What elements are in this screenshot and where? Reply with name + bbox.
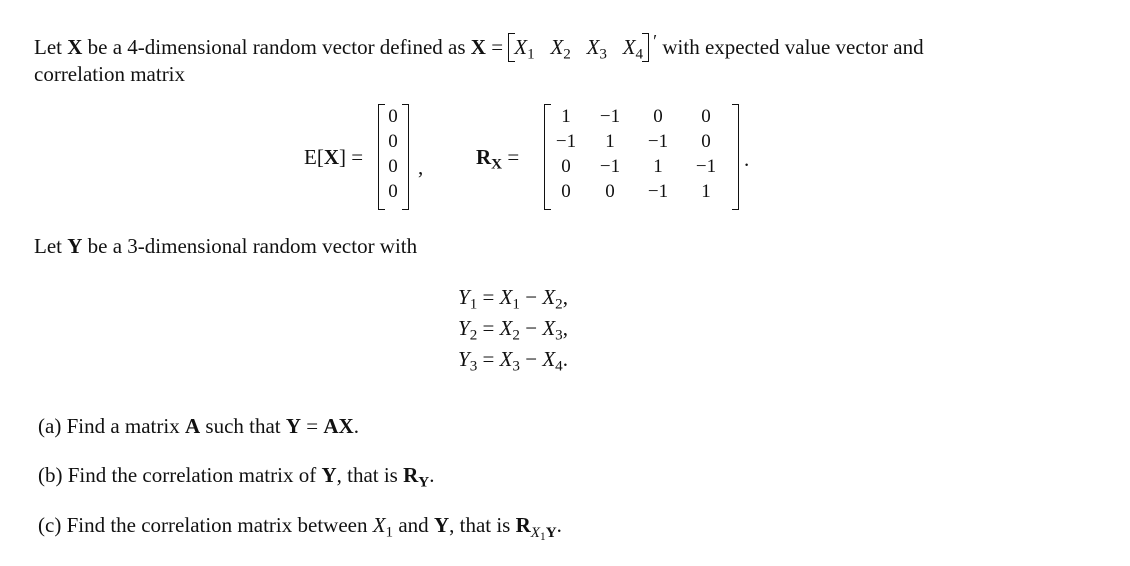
right-bracket — [732, 104, 739, 210]
question-b — [38, 462, 435, 491]
punct: . — [556, 513, 562, 537]
var: Y — [458, 347, 470, 371]
equation-y3 — [458, 346, 568, 375]
var: X — [499, 347, 513, 371]
text: and — [393, 513, 434, 537]
vector-X-symbol: X — [470, 35, 486, 59]
expected-value-label — [304, 144, 363, 170]
bracket: [ — [316, 145, 324, 169]
R-symbol: R — [476, 145, 492, 169]
punct: . — [562, 347, 568, 371]
var: X — [499, 316, 513, 340]
vector-X-symbol: X — [323, 145, 339, 169]
equals-sign: = — [477, 285, 500, 309]
punct: , — [562, 285, 568, 309]
vector-entry: X — [514, 35, 528, 59]
matrix-entry: −1 — [695, 156, 717, 177]
var: X — [542, 347, 556, 371]
vector-Y-symbol: Y — [67, 234, 83, 258]
text: Let — [34, 234, 68, 258]
R-subscript: X — [491, 156, 503, 173]
sub: 1 — [385, 524, 394, 541]
matrix-entry: 1 — [605, 131, 615, 152]
var: X — [530, 524, 541, 541]
right-bracket — [402, 104, 409, 210]
intro-line-2: correlation matrix — [34, 62, 186, 86]
matrix-entry: 0 — [701, 106, 711, 127]
var: X — [499, 285, 513, 309]
right-bracket — [642, 33, 649, 62]
equals-sign: = — [485, 35, 509, 59]
matrix-entry: 0 — [561, 181, 571, 202]
row-vector — [508, 31, 658, 63]
minus: − — [519, 347, 543, 371]
vector-X-symbol: X — [67, 35, 83, 59]
matrix-entry: 1 — [653, 156, 663, 177]
equals-sign: = — [507, 145, 520, 169]
sub: 3 — [555, 327, 563, 344]
punct: . — [353, 414, 359, 438]
expected-value-vector — [378, 104, 408, 212]
intro-line-1 — [34, 31, 924, 63]
text: be a 3-dimensional random vector with — [82, 234, 418, 258]
text: , that is — [449, 513, 516, 537]
intro-text: with expected value vector and — [657, 35, 924, 59]
vector-entry: X — [622, 35, 636, 59]
vector-entry-subscript: 4 — [635, 46, 644, 63]
intro-text: be a 4-dimensional random vector defined as — [82, 35, 471, 59]
question-label: (b) — [38, 463, 63, 487]
var: X — [542, 285, 556, 309]
vector-entry: X — [550, 35, 564, 59]
comma: , — [418, 155, 424, 179]
question-a — [38, 413, 359, 439]
matrix-entry: −1 — [599, 106, 621, 127]
matrix-entry: −1 — [599, 156, 621, 177]
minus: − — [519, 316, 543, 340]
vector-entry-subscript: 1 — [527, 46, 535, 63]
sub: 1 — [469, 296, 478, 313]
vector-entry: 0 — [388, 131, 398, 152]
text: Find a matrix — [61, 414, 185, 438]
matrix-entry: 0 — [605, 181, 615, 202]
vector-entry: 0 — [388, 156, 398, 177]
R-symbol: R — [515, 513, 531, 537]
R-symbol: R — [403, 463, 419, 487]
var: X — [372, 513, 386, 537]
sub: 3 — [512, 358, 520, 375]
question-c — [38, 512, 562, 543]
sub: 2 — [555, 296, 563, 313]
matrix-A-symbol: A — [184, 414, 201, 438]
bracket: ] — [339, 145, 346, 169]
matrix-entry: 0 — [701, 131, 711, 152]
period: . — [744, 147, 750, 171]
vector-Y-symbol: Y — [285, 414, 302, 438]
R-subscript: Y — [418, 474, 430, 491]
correlation-matrix-label — [476, 144, 520, 173]
vector-entry: X — [586, 35, 600, 59]
punct: . — [429, 463, 435, 487]
equation-y1 — [458, 284, 568, 313]
y-definition — [34, 233, 417, 259]
vector-entry-subscript: 2 — [563, 46, 571, 63]
vector-entry: 0 — [388, 106, 398, 127]
text: , that is — [336, 463, 404, 487]
matrix-entry: −1 — [647, 131, 669, 152]
matrix-entry: 1 — [701, 181, 711, 202]
vector-Y-symbol: Y — [321, 463, 337, 487]
intro-text: Let — [34, 35, 68, 59]
E-operator: E — [304, 145, 317, 169]
equals-sign: = — [301, 414, 324, 438]
equals-sign: = — [351, 145, 364, 169]
vector-Y-symbol: Y — [433, 513, 450, 537]
vector-entry: 0 — [388, 181, 398, 202]
punct: , — [562, 316, 568, 340]
correlation-matrix-RX — [544, 104, 740, 212]
sub: 1 — [540, 530, 546, 543]
R-subscript — [531, 525, 557, 541]
equals-sign: = — [477, 347, 500, 371]
sub: 2 — [469, 327, 478, 344]
question-label: (c) — [38, 513, 62, 537]
sub: 3 — [469, 358, 478, 375]
var: X — [542, 316, 556, 340]
left-bracket — [508, 33, 515, 62]
transpose-mark: ′ — [653, 31, 658, 51]
product-symbol: AX — [323, 414, 354, 438]
vector-Y-symbol: Y — [545, 524, 557, 541]
text: Find the correlation matrix between — [61, 513, 373, 537]
vector-entry-subscript: 3 — [599, 46, 607, 63]
matrix-entry: −1 — [555, 131, 577, 152]
equation-y2 — [458, 315, 568, 344]
matrix-entry: 1 — [561, 106, 571, 127]
text: such that — [200, 414, 286, 438]
minus: − — [519, 285, 543, 309]
var: Y — [458, 285, 470, 309]
sub: 1 — [512, 296, 520, 313]
sub: 2 — [512, 327, 520, 344]
text: Find the correlation matrix of — [62, 463, 322, 487]
matrix-entry: 0 — [653, 106, 663, 127]
question-label: (a) — [38, 414, 62, 438]
var: Y — [458, 316, 470, 340]
equals-sign: = — [477, 316, 500, 340]
matrix-entry: −1 — [647, 181, 669, 202]
sub: 4 — [555, 358, 563, 375]
matrix-entry: 0 — [561, 156, 571, 177]
